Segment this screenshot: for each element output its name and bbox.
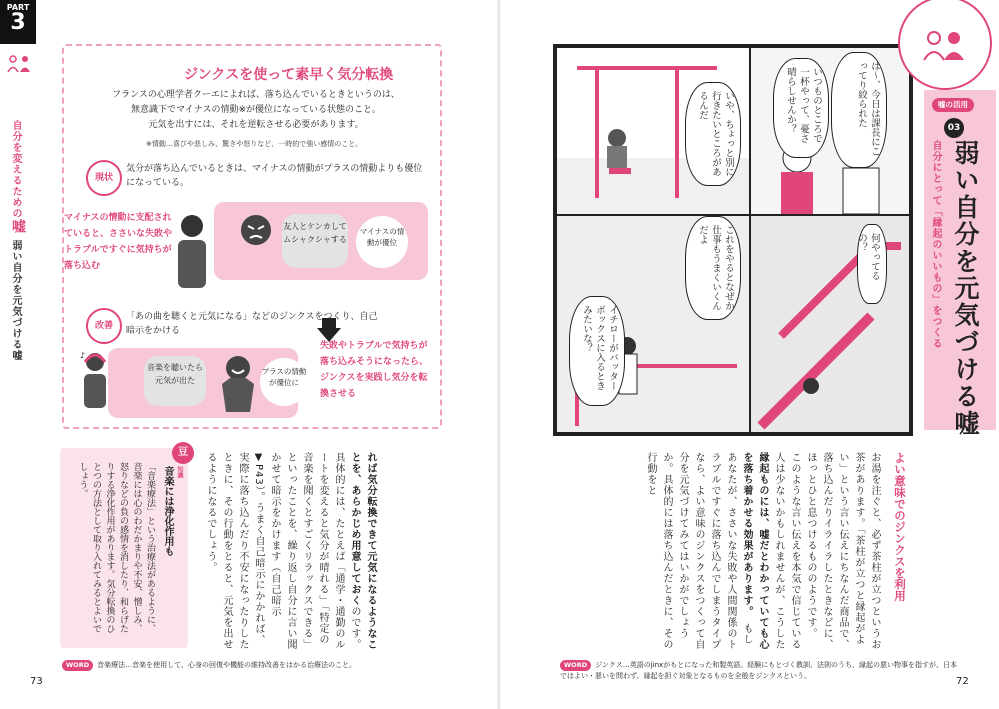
headphones-person-icon [80, 350, 110, 410]
plus-side-text: 失敗やトラブルで気持ちが落ち込みそうになったら、ジンクスを実践し気分を転換させる [320, 341, 429, 399]
happy-person-icon [216, 354, 260, 414]
box-line: 無意識下でマイナスの情動※が優位になっている状態のこと。 [130, 105, 381, 115]
page-number: 73 [30, 676, 43, 687]
box-line: 元気を出すには、それを逆転させる必要があります。 [148, 120, 364, 130]
body-heading: よい意味でのジンクスを利用 [893, 452, 907, 602]
section-subtitle: 自分にとって「縁起のいいもの」をつくる [930, 140, 941, 349]
angry-face-icon [234, 208, 278, 258]
people-exchange-icon [900, 0, 986, 84]
panel-slide [749, 214, 911, 434]
speech-bubble: いや、ちょっと別に行きたいところがあるんだ [685, 82, 741, 186]
box-line: フランスの心理学者クーエによれば、落ち込んでいるときというのは、 [112, 90, 400, 100]
speech-bubble: 何やってるの？ [857, 224, 887, 304]
page-number: 72 [956, 676, 969, 687]
section-title: 弱い自分を元気づける嘘 [951, 140, 980, 437]
box-title: ジンクスを使って素早く気分転換 [184, 67, 394, 83]
word-badge: WORD [62, 660, 93, 671]
manga-panels [553, 44, 913, 436]
part-tab [0, 0, 36, 44]
body-paragraph: このような言い伝えを本気で信じている人は少ないかもしれませんが、こうした [773, 452, 800, 650]
side-section-title: 弱い自分を元気づける嘘 [10, 240, 21, 361]
part-label: PART [6, 3, 30, 12]
trivia-box [60, 448, 188, 648]
right-main-text [560, 452, 882, 650]
box-intro [86, 88, 426, 133]
main-text-bold: れば気分転換できて元気になるようなことを、あらかじめ用意しておく [349, 452, 376, 650]
speech-bubble: イチローがバッターボックスに入るときみたいな？ [569, 296, 625, 406]
svg-text:♪: ♪ [80, 351, 86, 360]
speech-bubble: は～、今日は課長にこってり絞られた [831, 52, 887, 168]
illustration-box [62, 44, 442, 429]
music-bubble: 音楽を聴いたら元気が出た [144, 356, 206, 406]
main-text-span: のです。 [349, 606, 360, 645]
trivia-tag: 豆 [172, 442, 194, 464]
footer-word-text: ジンクス…英語のjinxがもとになった和製英語。経験にもとづく教訓、法則のうち、縁起の悪い物事を指すが、日本ではよい・悪いを問わず、縁起を担ぐ対象となるものを全般をジンクスという。 [560, 661, 958, 680]
trivia-sub: 知識 [176, 466, 183, 478]
main-text-span: 具体的には、たとえば「通学・通勤のルートを変えると気分が晴れる」「特定の音楽を聞くとすごくリラックスできる」といったことを、繰り返し自分に言い聞かせて暗示をかけます（自己暗示▼P43）。うまく自己暗示にかかれば、実際に落ち込んだり不安になったりしたときに、その行動をとると、元気を出せるようになるでしょう。 [205, 452, 344, 650]
improve-label: 改善 [86, 308, 122, 344]
box-footnote: ※情動…喜びや悲しみ、驚きや怒りなど、一時的で強い感情のこと。 [146, 140, 363, 148]
side-chapter-text: 自分を変えるための [10, 120, 21, 219]
left-main-text [202, 452, 378, 650]
part-number: 3 [10, 10, 26, 35]
body-paragraph: お湯を注ぐと、必ず茶柱が立つというお茶があります。「茶柱が立つと縁起がよい」という言い伝えにちなんだ商品で、落ち込んだりイライラしたときなどに、ほっとひと息つけるもののようです。 [805, 452, 880, 650]
minus-dominant-bubble: マイナスの情動が優位 [356, 216, 408, 268]
lie-number: 03 [944, 118, 964, 138]
word-badge: WORD [560, 660, 591, 671]
right-footer-word [560, 660, 960, 682]
footer-word-text: 音楽療法…音楽を使用して、心身の回復や機能の維持改善をはかる治療法のこと。 [97, 661, 356, 669]
improve-text: 「あの曲を聴くと元気になる」などのジンクスをつくり、自己暗示をかける [126, 312, 378, 336]
status-text: 気分が落ち込んでいるときは、マイナスの情動がプラスの情動よりも優位になっている。 [126, 164, 423, 188]
speech-bubble: いつものところで一杯やって、憂さ晴らしせんか？ [773, 58, 829, 158]
right-page [500, 0, 999, 709]
trivia-body: 「音楽療法」という治療法があるように、音楽には心のわだかまりや不安、憎しみ、怒りなどの負の感情を消したり、和らげたりする浄化作用があります。気分転換のひとつの方法として取り入れてみるとよいでしょう。 [77, 462, 155, 633]
friend-quarrel-bubble: 友人とケンカしてムシャクシャする [282, 214, 348, 268]
side-chapter-lie: 嘘 [10, 219, 26, 234]
grumpy-person-icon [170, 214, 214, 290]
lie-usage-label: 嘘の活用 [932, 98, 974, 112]
body-paragraph: もしあなたが、ささいな失敗や人間関係のトラブルですぐに落ち込んでしまうタイプなら、よい意味のジンクスをつくって自分を元気づけてみてはいかがでしょうか。具体的には落ち込んだときに、その行動をと [645, 452, 752, 650]
minus-side-text: マイナスの情動に支配されていると、ささいな失敗やトラブルですぐに気持ちが落ち込む [64, 213, 173, 271]
speech-bubble: これをやるとなぜか仕事もうまくいくんだよ [685, 216, 741, 320]
section-title-block [920, 0, 999, 440]
left-page [0, 0, 499, 709]
body-bold: 縁起ものには、嘘だとわかっていても心を落ち着かせる効果があります。 [741, 452, 768, 650]
people-exchange-icon [6, 52, 32, 74]
plus-dominant-bubble: プラスの情動が優位に [260, 358, 308, 406]
left-footer-word [62, 660, 482, 671]
title-icon-circle [898, 0, 992, 90]
status-label: 現状 [86, 160, 122, 196]
side-chapter-label [8, 120, 28, 361]
trivia-title: 音楽には浄化作用も [162, 466, 173, 556]
